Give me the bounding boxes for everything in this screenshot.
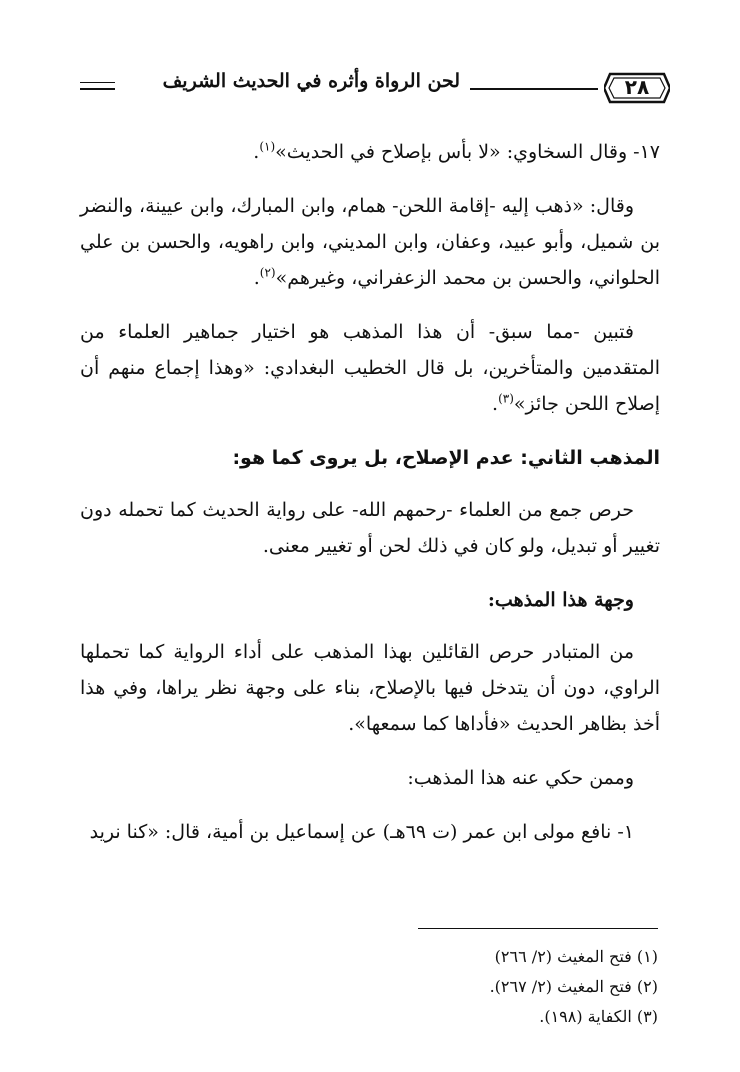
main-text xyxy=(80,134,660,868)
footnote-ref-3[interactable]: (٣) xyxy=(498,391,514,406)
paragraph-1-text: ١٧- وقال السخاوي: «لا بأس بإصلاح في الحديث» xyxy=(275,141,660,163)
paragraph-2-text: وقال: «ذهب إليه -إقامة اللحن- همام، وابن المبارك، وابن عيينة، والنضر بن شميل، وأبو عبيد، وعفان، وابن المديني، وابن راهويه، والحسن بن علي الحلواني، والحسن بن محمد الزعفراني، وغيرهم» xyxy=(80,195,660,289)
paragraph-2-end: . xyxy=(253,267,260,289)
footnote-1: (١) فتح المغيث (٢/ ٢٦٦) xyxy=(494,947,658,966)
header-divider-left xyxy=(80,88,115,90)
subsection-heading: وجهة هذا المذهب: xyxy=(487,589,634,611)
paragraph-3-text: فتبين -مما سبق- أن هذا المذهب هو اختيار جماهير العلماء من المتقدمين والمتأخرين، بل قال الخطيب البغدادي: «وهذا إجماع منهم أن إصلاح اللحن جائز» xyxy=(80,321,660,415)
paragraph-2 xyxy=(80,188,660,296)
paragraph-6: وممن حكي عنه هذا المذهب: xyxy=(407,767,634,789)
page-number: ٢٨ xyxy=(624,75,650,99)
header-divider-right xyxy=(470,88,598,90)
paragraph-3-end: . xyxy=(492,393,499,415)
section-heading: المذهب الثاني: عدم الإصلاح، بل يروى كما هو: xyxy=(232,447,660,469)
footnote-3: (٣) الكفاية (١٩٨). xyxy=(539,1007,658,1026)
footnote-ref-1[interactable]: (١) xyxy=(259,139,276,154)
paragraph-3 xyxy=(80,314,660,422)
footnote-ref-2[interactable]: (٢) xyxy=(259,265,276,280)
page-number-badge xyxy=(604,68,670,108)
paragraph-4: حرص جمع من العلماء -رحمهم الله- على رواية الحديث كما تحمله دون تغيير أو تبديل، ولو كان في ذلك لحن أو تغيير معنى. xyxy=(80,499,660,557)
paragraph-1 xyxy=(80,134,660,170)
page-header xyxy=(80,58,670,118)
paragraph-7: ١- نافع مولى ابن عمر (ت ٦٩هـ) عن إسماعيل بن أمية، قال: «كنا نريد xyxy=(89,821,634,843)
header-divider-left-thin xyxy=(80,82,115,83)
paragraph-1-end: . xyxy=(253,141,260,163)
footnote-2: (٢) فتح المغيث (٢/ ٢٦٧). xyxy=(489,977,658,996)
footnotes-list xyxy=(258,942,658,1032)
running-title: لحن الرواة وأثره في الحديث الشريف xyxy=(162,70,460,92)
paragraph-5: من المتبادر حرص القائلين بهذا المذهب على أداء الرواية كما تحملها الراوي، دون أن يتدخل فيها بالإصلاح، بناء على وجهة نظر يراها، وفي هذا أخذ بظاهر الحديث «فأداها كما سمعها». xyxy=(80,641,660,735)
footnote-divider xyxy=(418,928,658,929)
